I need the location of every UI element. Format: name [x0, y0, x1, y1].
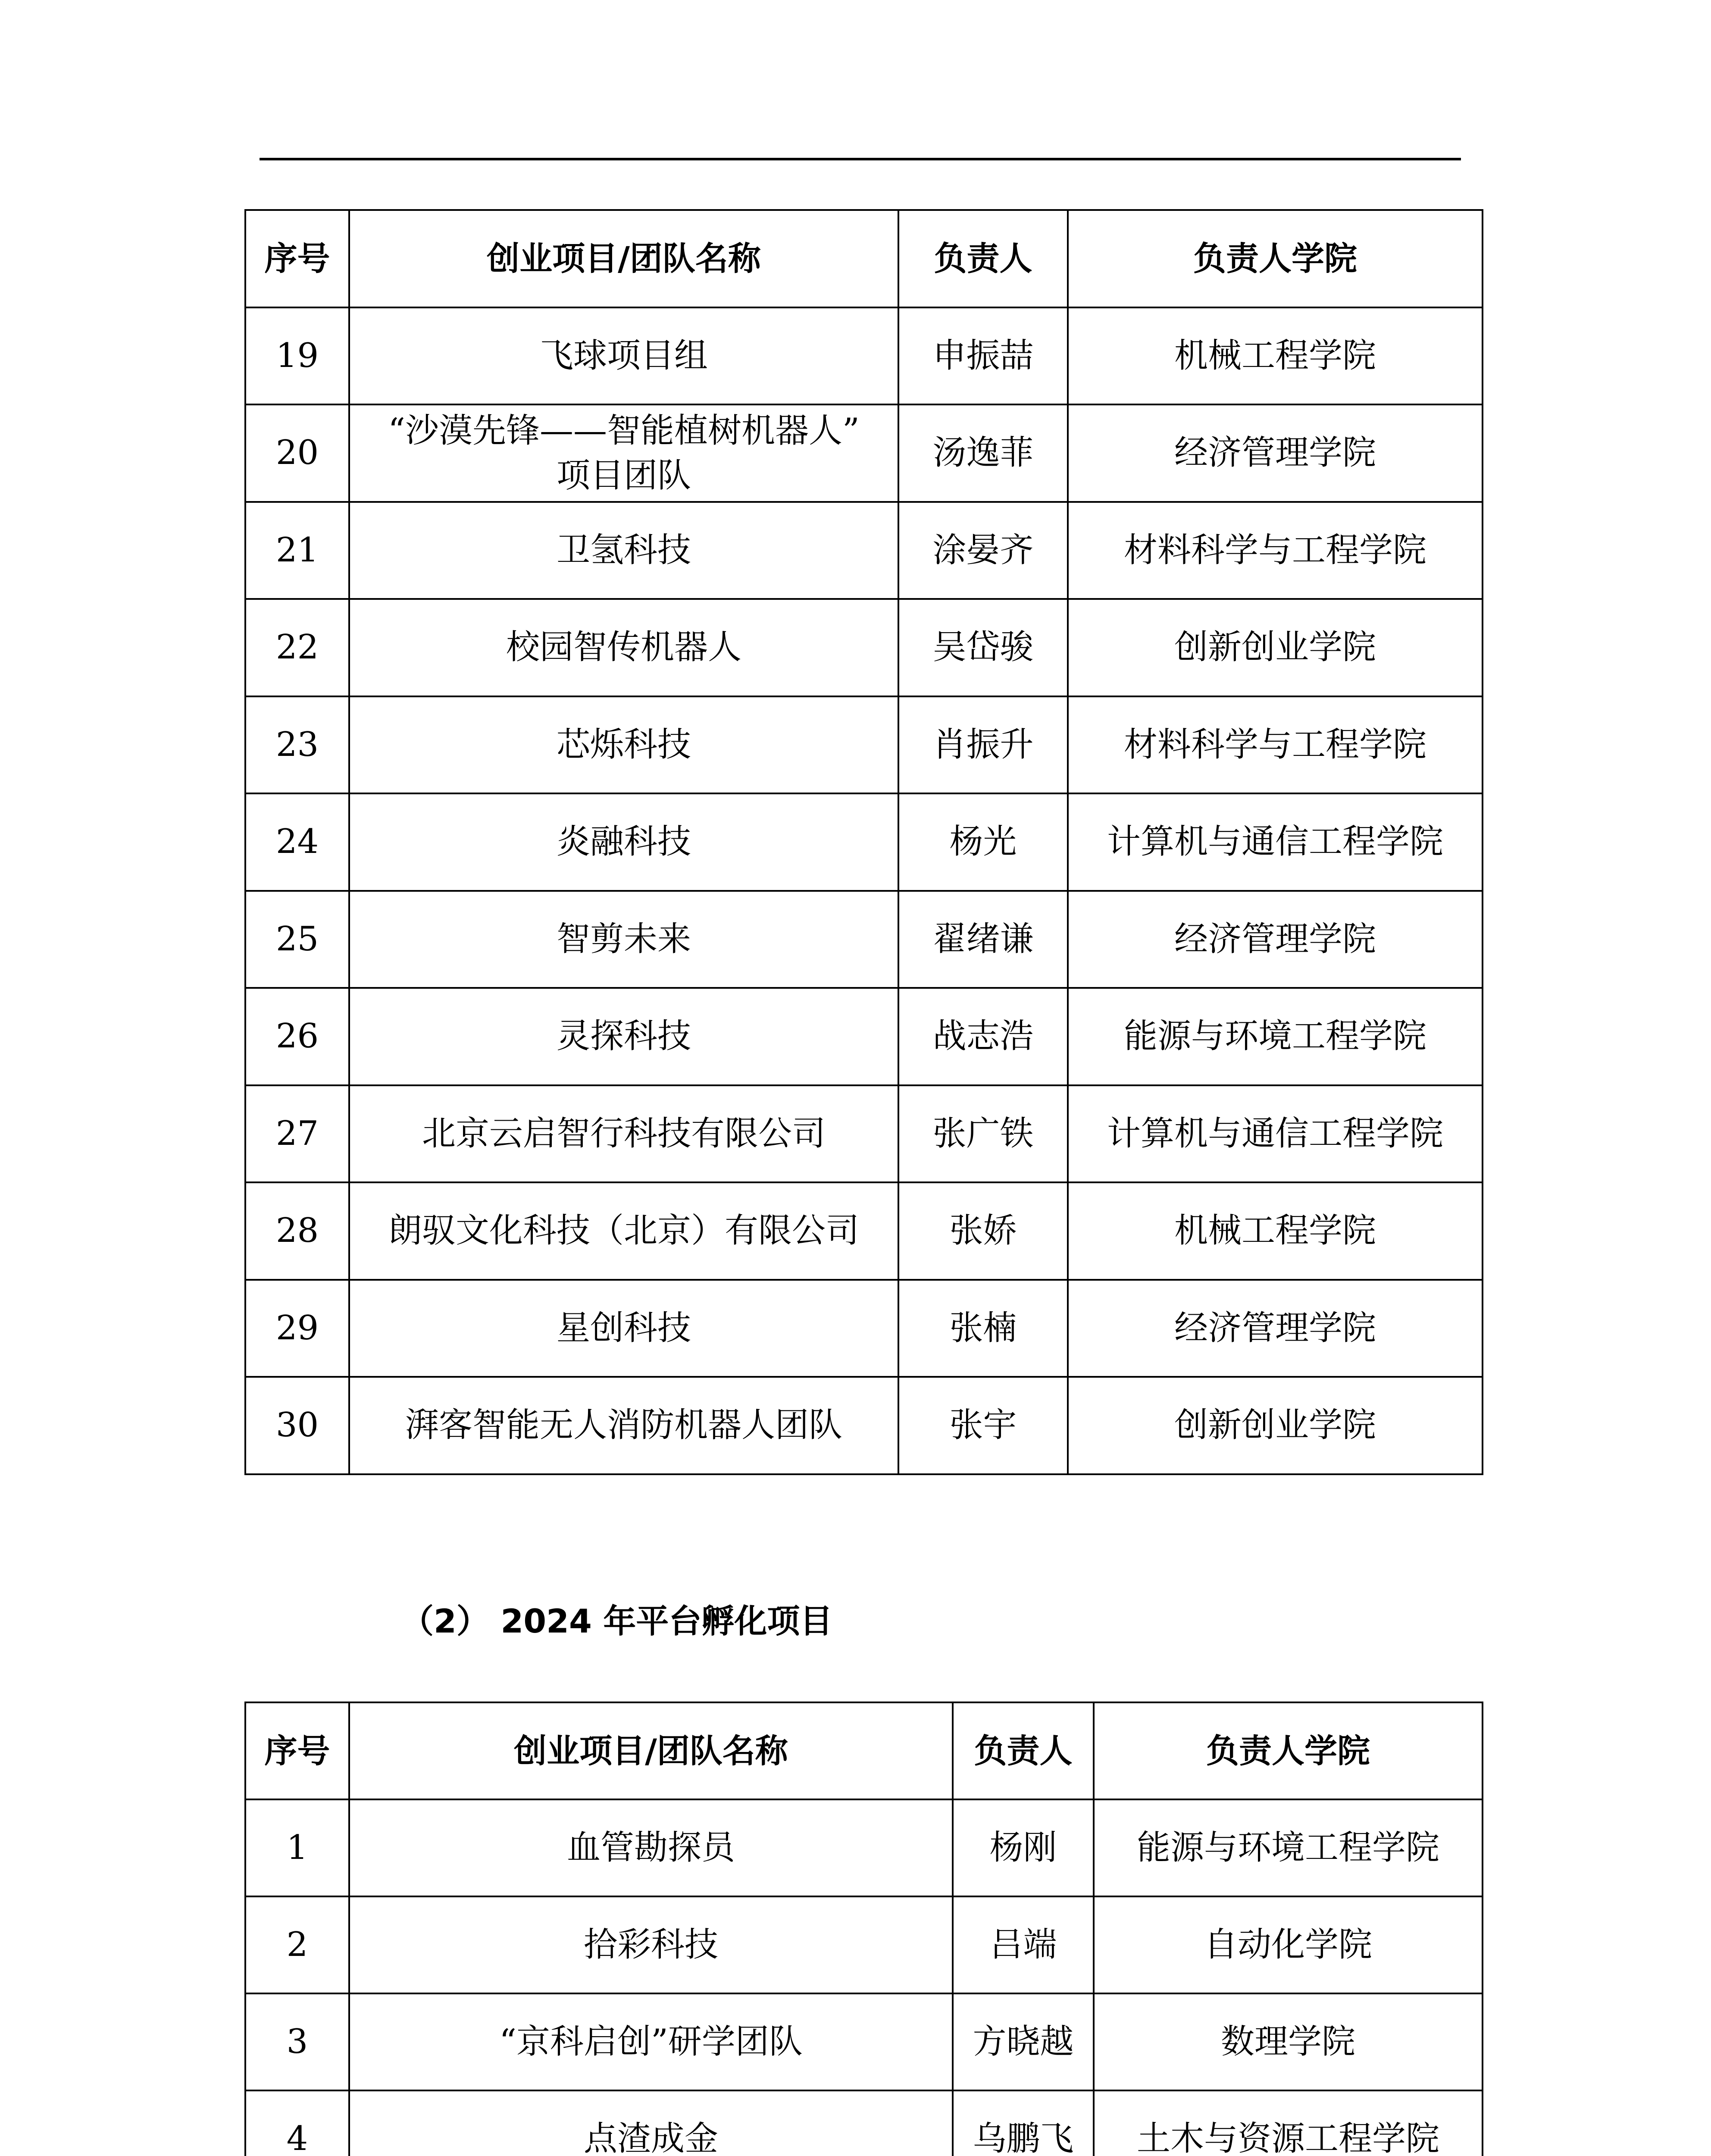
- cell-project-name: 拾彩科技: [349, 1896, 953, 1993]
- cell-college: 材料科学与工程学院: [1068, 502, 1483, 599]
- cell-college: 机械工程学院: [1068, 307, 1483, 405]
- cell-college: 创新创业学院: [1068, 599, 1483, 696]
- table-row: [245, 1896, 1483, 1993]
- cell-project-name-line2: 项目团队: [556, 456, 691, 495]
- table-row: [245, 307, 1483, 405]
- cell-leader: 杨刚: [953, 1799, 1094, 1896]
- cell-college: 能源与环境工程学院: [1094, 1799, 1483, 1896]
- table-header-row: [245, 210, 1483, 307]
- cell-college: 材料科学与工程学院: [1068, 696, 1483, 794]
- table-row: [245, 1280, 1483, 1377]
- cell-leader: 翟绪谦: [898, 891, 1068, 988]
- cell-project-name: 智剪未来: [349, 891, 898, 988]
- table-row: [245, 2090, 1483, 2156]
- header-rule: [260, 158, 1461, 160]
- cell-project-name: 芯烁科技: [349, 696, 898, 794]
- cell-leader: 张楠: [898, 1280, 1068, 1377]
- cell-project-name: 卫氢科技: [349, 502, 898, 599]
- cell-project-name: 灵探科技: [349, 988, 898, 1085]
- cell-project-name: 血管勘探员: [349, 1799, 953, 1896]
- table-row: [245, 502, 1483, 599]
- cell-no: 4: [245, 2090, 349, 2156]
- cell-no: 28: [245, 1182, 349, 1280]
- cell-college: 自动化学院: [1094, 1896, 1483, 1993]
- table-row: [245, 404, 1483, 502]
- cell-no: 27: [245, 1085, 349, 1183]
- cell-college: 能源与环境工程学院: [1068, 988, 1483, 1085]
- cell-no: 30: [245, 1377, 349, 1474]
- cell-college: 经济管理学院: [1068, 404, 1483, 502]
- header-project-name: 创业项目/团队名称: [349, 210, 898, 307]
- cell-college: 数理学院: [1094, 1993, 1483, 2090]
- table-row: [245, 1182, 1483, 1280]
- table-row: [245, 1085, 1483, 1183]
- cell-no: 25: [245, 891, 349, 988]
- cell-no: 23: [245, 696, 349, 794]
- cell-college: 创新创业学院: [1068, 1377, 1483, 1474]
- cell-no: 1: [245, 1799, 349, 1896]
- cell-college: 机械工程学院: [1068, 1182, 1483, 1280]
- cell-leader: 张娇: [898, 1182, 1068, 1280]
- cell-project-name-line1: “沙漠先锋——智能植树机器人”: [388, 411, 860, 450]
- cell-college: 经济管理学院: [1068, 891, 1483, 988]
- cell-no: 20: [245, 404, 349, 502]
- cell-leader: 杨光: [898, 793, 1068, 891]
- header-college: 负责人学院: [1094, 1702, 1483, 1799]
- cell-project-name: 校园智传机器人: [349, 599, 898, 696]
- section-heading-2024-incubation: （2） 2024 年平台孵化项目: [401, 1602, 833, 1640]
- cell-leader: 吕端: [953, 1896, 1094, 1993]
- header-leader: 负责人: [953, 1702, 1094, 1799]
- cell-no: 3: [245, 1993, 349, 2090]
- table-row: [245, 599, 1483, 696]
- table-row: [245, 1799, 1483, 1896]
- cell-project-name: 点渣成金: [349, 2090, 953, 2156]
- cell-no: 22: [245, 599, 349, 696]
- cell-no: 19: [245, 307, 349, 405]
- cell-project-name: “京科启创”研学团队: [349, 1993, 953, 2090]
- cell-no: 2: [245, 1896, 349, 1993]
- header-no: 序号: [245, 210, 349, 307]
- table-row: [245, 793, 1483, 891]
- cell-no: 29: [245, 1280, 349, 1377]
- header-leader: 负责人: [898, 210, 1068, 307]
- header-no: 序号: [245, 1702, 349, 1799]
- cell-project-name: 星创科技: [349, 1280, 898, 1377]
- cell-leader: 方晓越: [953, 1993, 1094, 2090]
- cell-project-name: [349, 404, 898, 502]
- cell-project-name: 炎融科技: [349, 793, 898, 891]
- incubation-projects-table: [244, 1702, 1483, 2156]
- table-row: [245, 988, 1483, 1085]
- cell-leader: 汤逸菲: [898, 404, 1068, 502]
- cell-college: 土木与资源工程学院: [1094, 2090, 1483, 2156]
- cell-no: 21: [245, 502, 349, 599]
- table-header-row: [245, 1702, 1483, 1799]
- cell-leader: 吴岱骏: [898, 599, 1068, 696]
- cell-no: 24: [245, 793, 349, 891]
- cell-leader: 战志浩: [898, 988, 1068, 1085]
- cell-project-name: 飞球项目组: [349, 307, 898, 405]
- table-row: [245, 1377, 1483, 1474]
- table-row: [245, 1993, 1483, 2090]
- cell-college: 计算机与通信工程学院: [1068, 1085, 1483, 1183]
- cell-leader: 涂晏齐: [898, 502, 1068, 599]
- projects-table-continued: [244, 209, 1483, 1475]
- table-row: [245, 696, 1483, 794]
- header-college: 负责人学院: [1068, 210, 1483, 307]
- cell-leader: 申振喆: [898, 307, 1068, 405]
- cell-leader: 乌鹏飞: [953, 2090, 1094, 2156]
- cell-leader: 肖振升: [898, 696, 1068, 794]
- cell-college: 经济管理学院: [1068, 1280, 1483, 1377]
- cell-leader: 张广铁: [898, 1085, 1068, 1183]
- cell-no: 26: [245, 988, 349, 1085]
- cell-leader: 张宇: [898, 1377, 1068, 1474]
- cell-college: 计算机与通信工程学院: [1068, 793, 1483, 891]
- header-project-name: 创业项目/团队名称: [349, 1702, 953, 1799]
- table-row: [245, 891, 1483, 988]
- cell-project-name: 北京云启智行科技有限公司: [349, 1085, 898, 1183]
- cell-project-name: 朗驭文化科技（北京）有限公司: [349, 1182, 898, 1280]
- cell-project-name: 湃客智能无人消防机器人团队: [349, 1377, 898, 1474]
